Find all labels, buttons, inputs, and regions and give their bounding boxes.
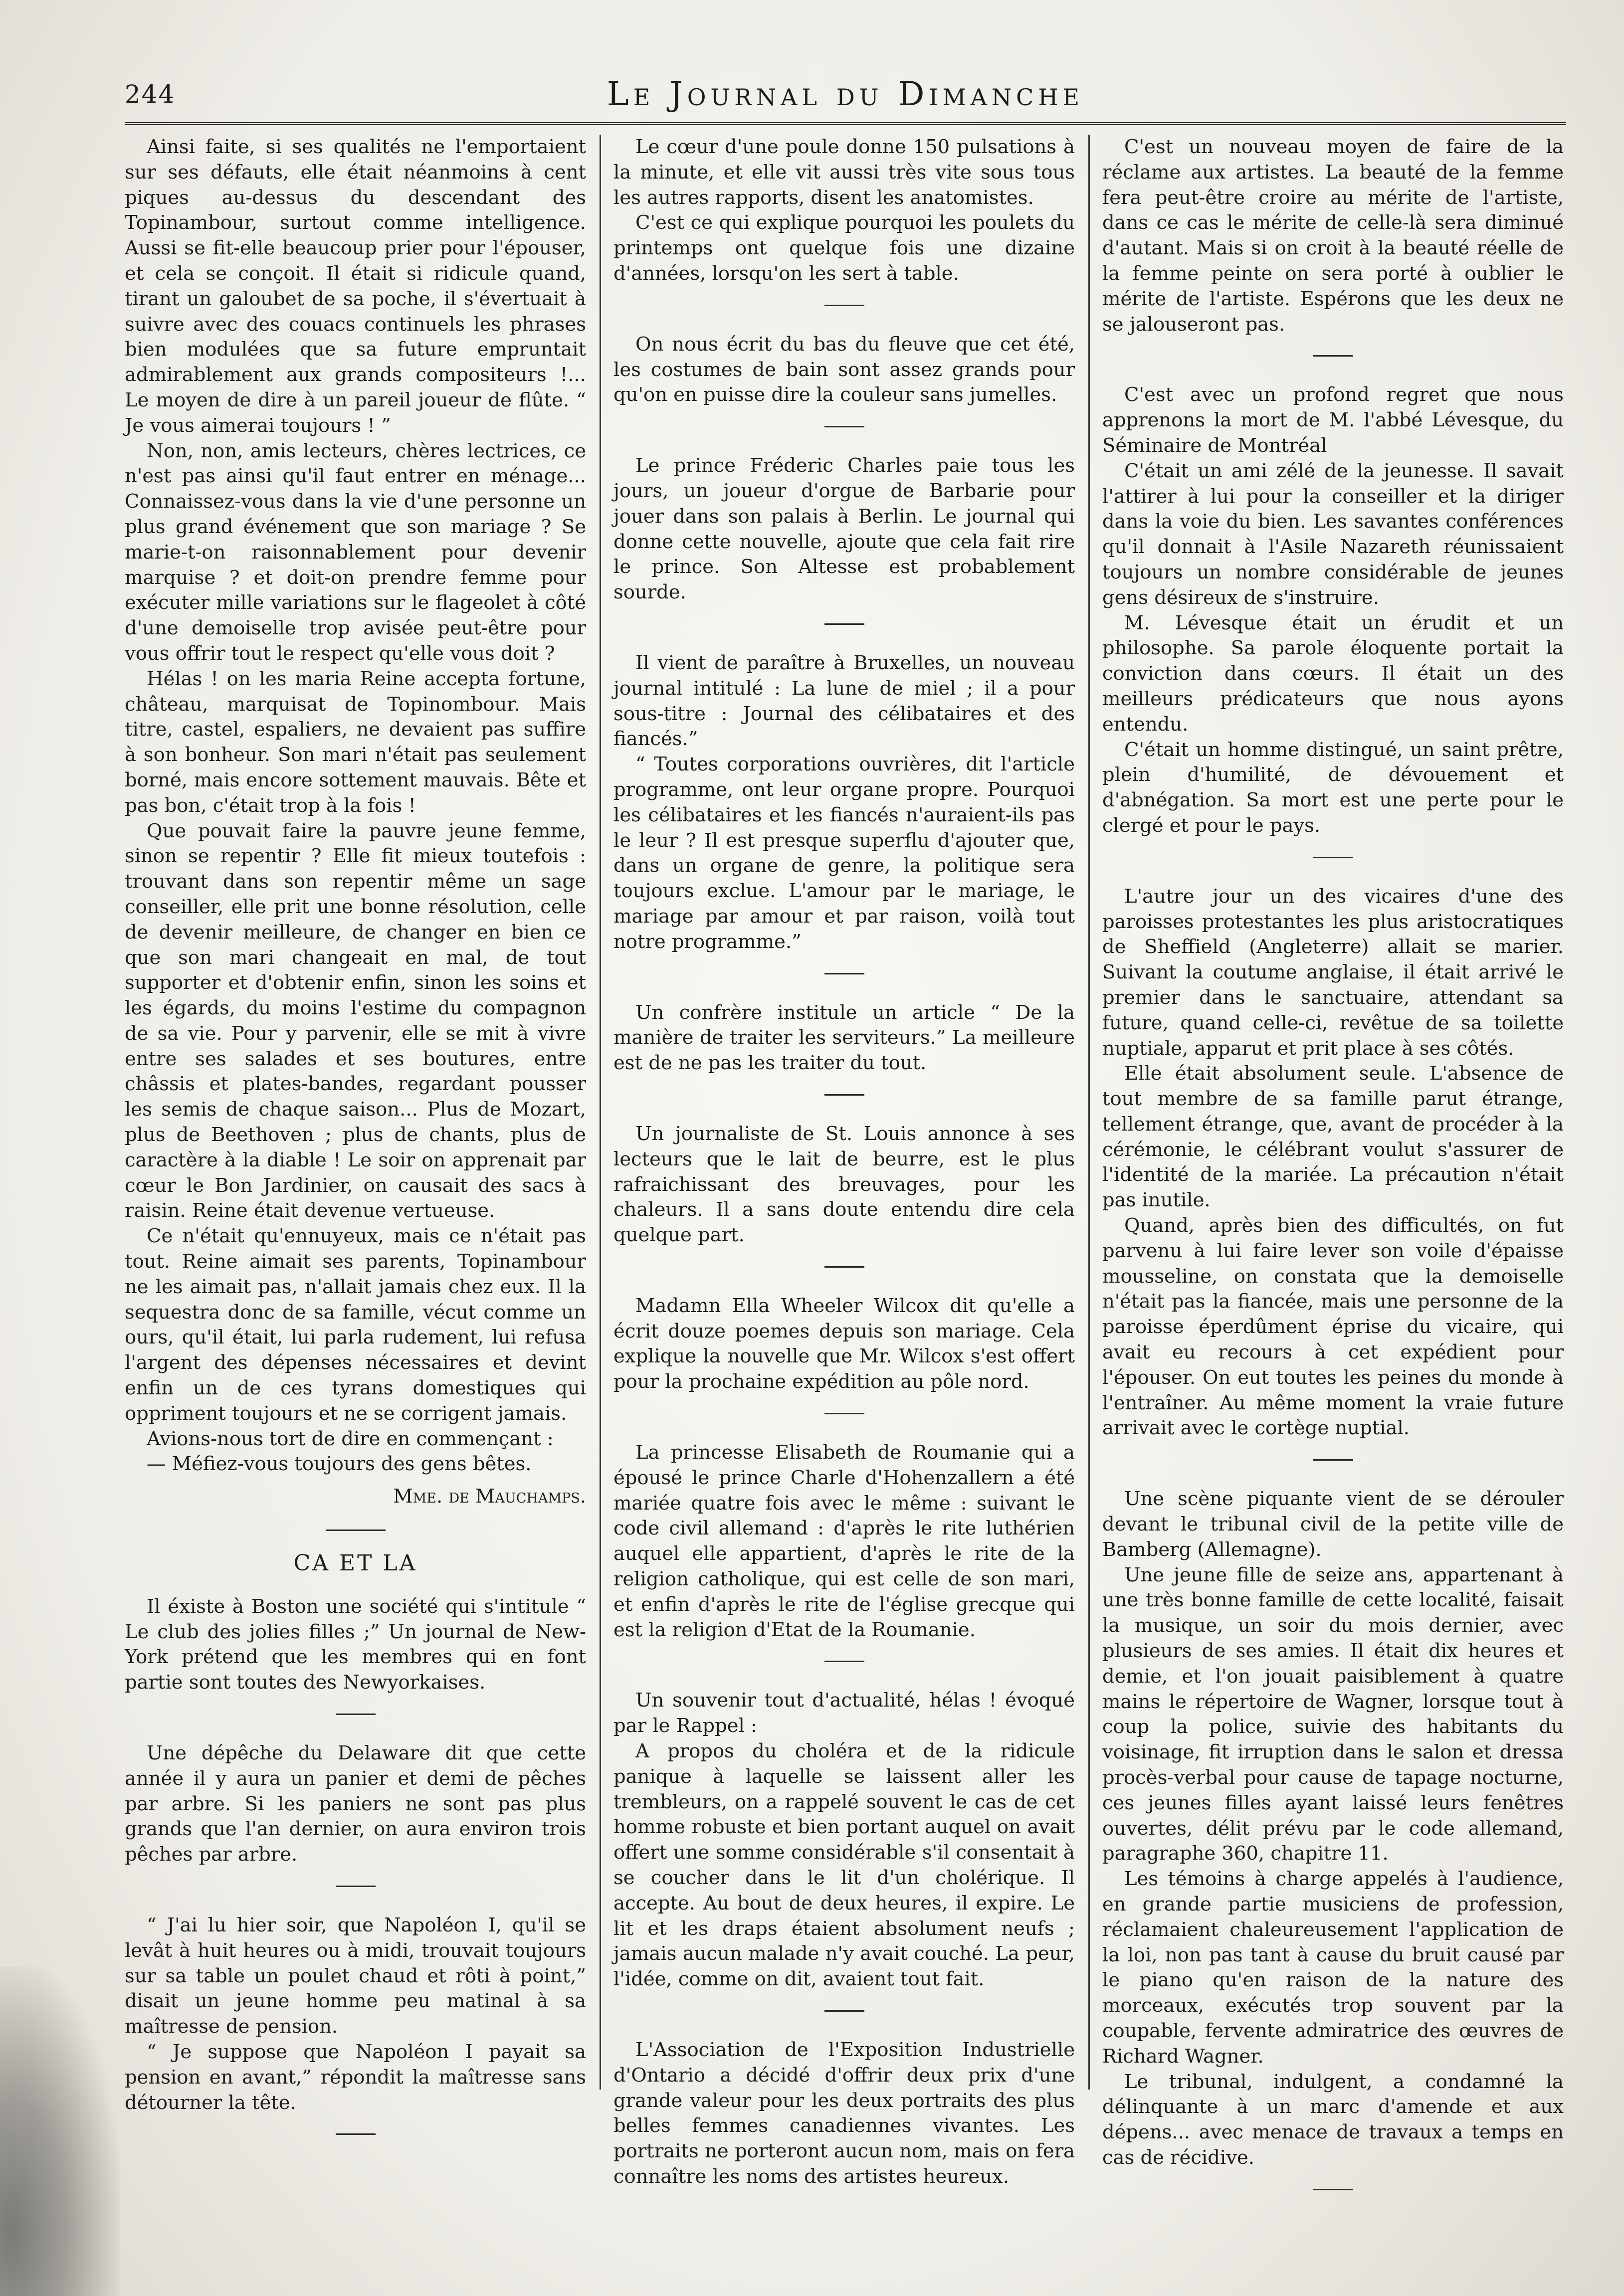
news-item: Un souvenir tout d'actualité, hélas ! évoqué par le Rappel : — [613, 1689, 1075, 1737]
news-item: L'autre jour un des vicaires d'une des paroisses protestantes les plus aristocratiques de Sheffield (Angleterre) allait se marier. Suivant la coutume anglaise, il était arrivé le premier dans le sanctuaire, attendant sa future, quand celle-ci, revêtue de sa toilette nuptiale, apparut et prit place à ses côtés. — [1102, 885, 1564, 1060]
news-item: Le tribunal, indulgent, a condamné la délinquante à un marc d'amende et aux dépens... avec menace de travaux a temps en cas de récidive. — [1102, 2070, 1564, 2169]
journal-title: Le Journal du Dimanche — [607, 75, 1084, 113]
news-item: Le prince Fréderic Charles paie tous les jours, un joueur d'orgue de Barbarie pour jouer dans son palais à Berlin. Le journal qui donne cette nouvelle, ajoute que cela fait rire le prince. Son Altesse est probablement sourde. — [613, 454, 1075, 604]
news-item: Il éxiste à Boston une société qui s'intitule “ Le club des jolies filles ;” Un journal de New-York prétend que les membres qui en font partie sont toutes des Newyorkaises. — [125, 1595, 586, 1694]
news-item: Le cœur d'une poule donne 150 pulsations à la minute, et elle vit aussi très vite sous tous les autres rapports, disent les anatomistes. — [613, 136, 1075, 209]
news-item: “ J'ai lu hier soir, que Napoléon I, qu'il se levât à huit heures ou à midi, trouvait toujours sur sa table un poulet chaud et rôti à point,” disait un jeune homme peu matinal à sa maîtresse de pension. — [125, 1914, 586, 2038]
divider — [1313, 355, 1353, 357]
divider — [336, 1886, 376, 1887]
paragraph: Avions-nous tort de dire en commençant : — [147, 1427, 554, 1450]
divider — [824, 1413, 864, 1414]
divider — [824, 305, 864, 306]
paragraph: Hélas ! on les maria Reine accepta fortune, château, marquisat de Topinombour. Mais titre, castel, espaliers, ne devaient pas suffire à son bonheur. Son mari n'était pas seulement borné, mais encore sottement mauvais. Bête et pas bon, c'était trop à la fois ! — [125, 667, 586, 817]
news-item: M. Lévesque était un érudit et un philosophe. Sa parole éloquente portait la conviction dans cœurs. Il était un des meilleurs prédicateurs que nous ayons entendu. — [1102, 611, 1564, 736]
divider — [824, 2010, 864, 2012]
divider — [824, 1266, 864, 1268]
column-2 — [613, 135, 1075, 2190]
divider — [824, 1661, 864, 1662]
column-1 — [125, 135, 586, 2161]
paragraph: Ainsi faite, si ses qualités ne l'emportaient sur ses défauts, elle était néanmoins à cent piques au-dessus du descendant des Topinambour, surtout comme intelligence. Aussi se fit-elle beaucoup prier pour l'épouser, et cela se conçoit. Il était si ridicule quand, tirant un galoubet de sa poche, il s'évertuait à suivre avec des couacs continuels les phrases bien modulées que sa future empruntait admirablement aux grands compositeurs !... Le moyen de dire à un pareil joueur de flûte. “ Je vous aimerai toujours ! ” — [125, 136, 586, 437]
news-item: La princesse Elisabeth de Roumanie qui a épousé le prince Charle d'Hohenzallern a été mariée quatre fois avec le même : suivant le code civil allemand : d'après le rite luthérien auquel elle appartient, d'après le rite de la religion catholique, qui est celle de son mari, et enfin d'après le rite de l'église grecque qui est la religion d'Etat de la Roumanie. — [613, 1441, 1075, 1641]
news-item: C'est ce qui explique pourquoi les poulets du printemps ont quelque fois une dizaine d'années, lorsqu'on les sert à table. — [613, 211, 1075, 285]
divider — [1313, 2189, 1353, 2190]
news-item: Quand, après bien des difficultés, on fut parvenu à lui faire lever son voile d'épaisse mousseline, on constata que la demoiselle n'était pas la fiancée, mais une personne de la paroisse éperdûment éprise du vicaire, qui avait eu recours à cet expédient pour l'épouser. On eut toutes les peines du monde à l'entraîner. Au même moment la vraie future arrivait avec le cortège nuptial. — [1102, 1214, 1564, 1440]
masthead — [125, 75, 1566, 125]
paper-stain — [0, 1967, 120, 2296]
news-item: Madamn Ella Wheeler Wilcox dit qu'elle a écrit douze poemes depuis son mariage. Cela explique la nouvelle que Mr. Wilcox s'est offert pour la prochaine expédition au pôle nord. — [613, 1294, 1075, 1393]
divider — [824, 973, 864, 974]
divider — [824, 1094, 864, 1096]
paragraph: Ce n'était qu'ennuyeux, mais ce n'était pas tout. Reine aimait ses parents, Topinambour ne les aimait pas, n'allait jamais chez eux. Il la sequestra donc de sa famille, vécut comme un ours, qu'il était, lui parla rudement, lui refusa l'argent des dépenses nécessaires et devint enfin un de ces tyrans domestiques qui oppriment toujours et ne se corrigent jamais. — [125, 1225, 586, 1425]
news-item: C'est un nouveau moyen de faire de la réclame aux artistes. La beauté de la femme fera peut-être croire au mérite de l'artiste, dans ce cas le mérite de celle-là sera diminué d'autant. Mais si on croit à la beauté réelle de la femme peinte on sera porté à oublier le mérite de l'artiste. Espérons que les deux ne se jalouseront pas. — [1102, 136, 1564, 336]
page-number: 244 — [125, 80, 176, 109]
news-item: “ Toutes corporations ouvrières, dit l'article programme, ont leur organe propre. Pourquoi les célibataires et les fiancés n'auraient-ils pas le leur ? Il est presque superflu d'ajouter que, dans un organe de genre, la politique sera toujours exclue. L'amour par le mariage, le mariage par amour et par raison, voilà tout notre programme.” — [613, 753, 1075, 953]
news-item: Elle était absolument seule. L'absence de tout membre de sa famille parut étrange, tellement étrange, que, avant de procéder à la cérémonie, le célébrant voulut s'assurer de l'identité de la mariée. La précaution n'était pas inutile. — [1102, 1062, 1564, 1212]
news-item: Il vient de paraître à Bruxelles, un nouveau journal intitulé : La lune de miel ; il a pour sous-titre : Journal des célibataires et des fiancés.” — [613, 651, 1075, 751]
news-item: Un confrère institule un article “ De la manière de traiter les serviteurs.” La meilleure est de ne pas les traiter du tout. — [613, 1001, 1075, 1075]
divider — [336, 1714, 376, 1715]
divider — [824, 426, 864, 427]
section-title: CA ET LA — [293, 1550, 417, 1576]
paragraph: — Méfiez-vous toujours des gens bêtes. — [147, 1453, 532, 1476]
divider — [336, 2133, 376, 2135]
column-3 — [1102, 135, 1564, 2216]
news-item: “ Je suppose que Napoléon I payait sa pension en avant,” répondit la maîtresse sans détourner la tête. — [125, 2040, 586, 2114]
news-item: C'était un homme distingué, un saint prêtre, plein d'humilité, de dévouement et d'abnégation. Sa mort est une perte pour le clergé et pour le pays. — [1102, 738, 1564, 837]
divider — [824, 623, 864, 625]
news-item: Les témoins à charge appelés à l'audience, en grande partie musiciens de profession, réclamaient chaleureusement l'application de la loi, non pas tant à cause du bruit causé par le piano qu'en raison de la nature des morceaux, exécutés trop souvent par la coupable, fervente admiratrice des œuvres de Richard Wagner. — [1102, 1868, 1564, 2068]
news-item: C'est avec un profond regret que nous apprenons la mort de M. l'abbé Lévesque, du Séminaire de Montréal — [1102, 383, 1564, 457]
divider — [326, 1530, 386, 1531]
news-item: Une jeune fille de seize ans, appartenant à une très bonne famille de cette localité, faisait la musique, un soir du mois dernier, avec plusieurs de ses amies. Il était dix heures et demie, et l'on jouait paisiblement à quatre mains le répertoire de Wagner, lorsque tout à coup la police, suivie des habitants du voisinage, fit irruption dans le salon et dressa procès-verbal pour cause de tapage nocturne, ces jeunes filles ayant laissé leurs fenêtres ouvertes, délit prévu par le code allemand, paragraphe 360, chapitre 11. — [1102, 1563, 1564, 1865]
news-item: On nous écrit du bas du fleuve que cet été, les costumes de bain sont assez grands pour qu'on en puisse dire la couleur sans jumelles. — [613, 333, 1075, 406]
author-signature: Mme. de Mauchamps. — [393, 1485, 586, 1508]
paragraph: Que pouvait faire la pauvre jeune femme, sinon se repentir ? Elle fit mieux toutefois : trouvant dans son repentir même un sage conseiller, elle prit une bonne résolution, celle de devenir meilleure, de changer en bien ce que son mari changeait en mal, de tout supporter et d'obtenir enfin, sinon les soins et les égards, du moins l'estime du compagnon de sa vie. Pour y parvenir, elle se mit à vivre entre ses salades et ses boutures, entre châssis et plates-bandes, regardant pousser les semis de chaque saison... Plus de Mozart, plus de Beethoven ; plus de chants, plus de caractère à la diable ! Le soir on apprenait par cœur le Bon Jardinier, on causait des sacs à raisin. Reine était devenue vertueuse. — [125, 819, 586, 1222]
divider — [1313, 857, 1353, 858]
paragraph: Non, non, amis lecteurs, chères lectrices, ce n'est pas ainsi qu'il faut entrer en ménage... Connaissez-vous dans la vie d'une personne un plus grand événement que son mariage ? Se marie-t-on raisonnablement pour devenir marquise ? et doit-on prendre femme pour exécuter mille variations sur le flageolet à côté d'une demoiselle trop avisée peut-être pour vous offrir tout le respect qu'elle vous doit ? — [125, 439, 586, 665]
news-item: A propos du choléra et de la ridicule panique à laquelle se laissent aller les trembleurs, on a rappelé souvent le cas de cet homme robuste et bien portant auquel on avait offert une somme considérable s'il consentait à se coucher dans le lit d'un cholérique. Il accepte. Au bout de deux heures, il expire. Le lit et les draps étaient absolument neufs ; jamais aucun malade n'y avait couché. La peur, l'idée, comme on dit, avaient tout fait. — [613, 1740, 1075, 1991]
news-item: Un journaliste de St. Louis annonce à ses lecteurs que le lait de beurre, est le plus rafraichissant des breuvages, pour les chaleurs. Il a sans doute entendu dire cela quelque part. — [613, 1122, 1075, 1247]
news-item: L'Association de l'Exposition Industrielle d'Ontario a décidé d'offrir deux prix d'une grande valeur pour les deux portraits des plus belles femmes canadiennes vivantes. Les portraits ne porteront aucun nom, mais on fera connaître les noms des artistes heureux. — [613, 2039, 1075, 2188]
divider — [1313, 1459, 1353, 1461]
news-item: C'était un ami zélé de la jeunesse. Il savait l'attirer à lui pour la conseiller et la diriger dans la voie du bien. Les savantes conférences qu'il donnait à l'Asile Nazareth réunissaient toujours un nombre considérable de jeunes gens désireux de s'instruire. — [1102, 459, 1564, 609]
column-rule — [600, 135, 601, 2090]
column-rule — [1088, 135, 1090, 2090]
news-item: Une scène piquante vient de se dérouler devant le tribunal civil de la petite ville de Bamberg (Allemagne). — [1102, 1488, 1564, 1561]
news-item: Une dépêche du Delaware dit que cette année il y aura un panier et demi de pêches par arbre. Si les paniers ne sont pas plus grands que l'an dernier, on aura environ trois pêches par arbre. — [125, 1742, 586, 1866]
